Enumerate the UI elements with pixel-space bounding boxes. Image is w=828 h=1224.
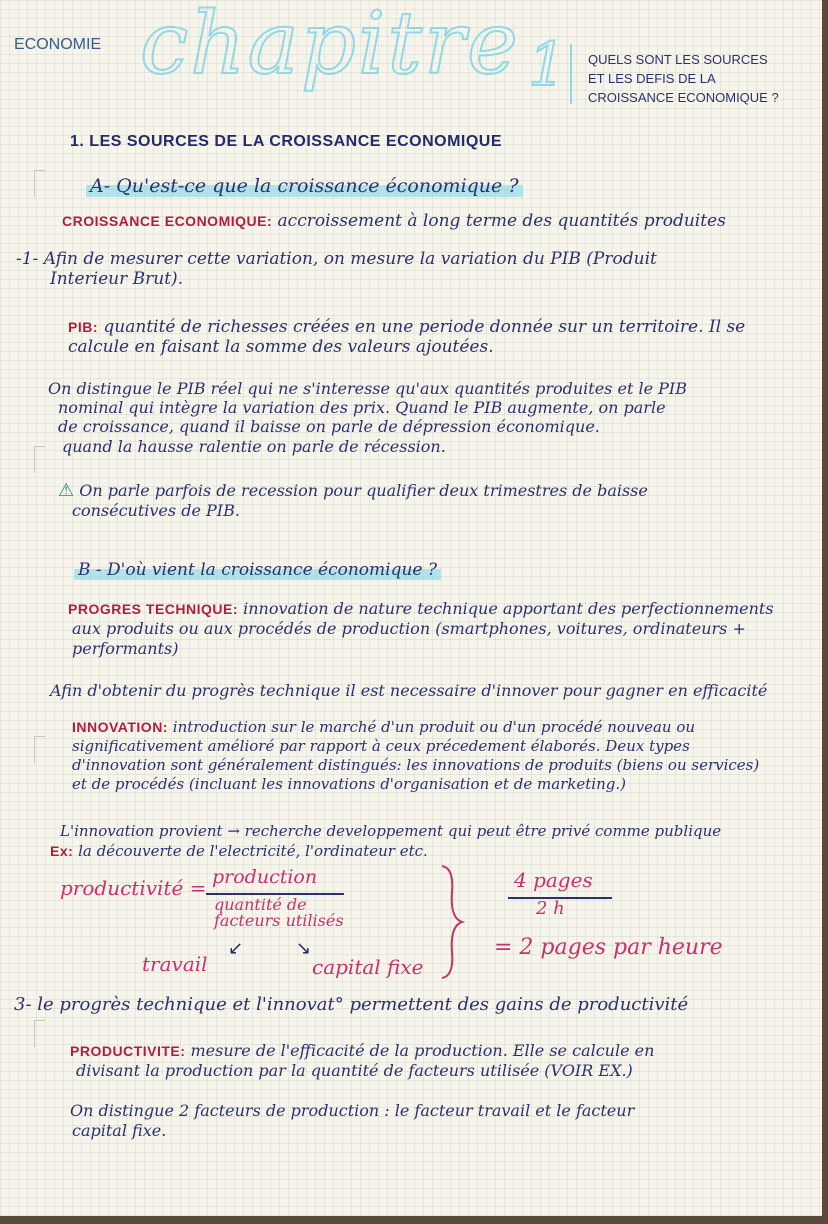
formula-left: productivité = xyxy=(60,876,207,900)
paragraph-line: significativement amélioré par rapport à ceux précedement élaborés. Deux types xyxy=(72,737,690,755)
definition-term: PRODUCTIVITE: xyxy=(70,1043,186,1059)
definition-term: INNOVATION: xyxy=(72,719,168,735)
paragraph-mesure xyxy=(16,250,657,268)
margin-mark xyxy=(34,736,45,763)
arrow-down-left-icon: ↙ xyxy=(228,938,244,959)
paragraph-line: calcule en faisant la somme des valeurs ajoutées. xyxy=(68,337,494,357)
paragraph-line: divisant la production par la quantité de facteurs utilisée (VOIR EX.) xyxy=(76,1061,633,1080)
definition-text: accroissement à long terme des quantités produites xyxy=(277,211,726,231)
paragraph-line: Afin d'obtenir du progrès technique il est necessaire d'innover pour gagner en efficacité xyxy=(50,681,768,700)
paragraph-line: d'innovation sont généralement distingués: les innovations de produits (biens ou services) xyxy=(72,756,760,774)
example-numerator: 4 pages xyxy=(514,868,593,892)
paragraph-line: aux produits ou aux procédés de production (smartphones, voitures, ordinateurs + xyxy=(72,619,746,638)
paragraph-line: le progrès technique et l'innovat° permettent des gains de productivité xyxy=(37,994,689,1015)
paragraph-line: capital fixe. xyxy=(72,1121,167,1140)
formula-denominator-line: facteurs utilisés xyxy=(214,911,344,930)
list-number: 3- xyxy=(14,994,32,1015)
part-b-title xyxy=(74,560,441,580)
factor-travail: travail xyxy=(142,952,208,976)
paragraph-line: On distingue 2 facteurs de production : le facteur travail et le facteur xyxy=(70,1101,635,1120)
paragraph-line: Interieur Brut). xyxy=(50,269,184,289)
example-denominator: 2 h xyxy=(536,898,565,919)
definition-text: mesure de l'efficacité de la production. Elle se calcule en xyxy=(190,1041,655,1060)
paragraph-line: de croissance, quand il baisse on parle de dépression économique. xyxy=(58,417,600,436)
warning-note xyxy=(58,482,648,500)
margin-mark xyxy=(34,1020,45,1047)
example-label: Ex: xyxy=(50,843,74,859)
formula-denominator-line: quantité de xyxy=(214,895,307,914)
formula-numerator: production xyxy=(212,866,318,888)
definition-term: PIB: xyxy=(68,319,98,335)
list-number: -1- xyxy=(16,249,39,269)
paragraph-line: Afin de mesurer cette variation, on mesure la variation du PIB (Produit xyxy=(43,249,657,269)
paragraph-line: performants) xyxy=(72,639,179,658)
formula-denominator xyxy=(214,897,344,929)
warning-text: On parle parfois de recession pour qualifier deux trimestres de baisse xyxy=(79,481,648,500)
factor-capital: capital fixe xyxy=(312,955,424,979)
example-line xyxy=(50,842,428,860)
chapter-divider xyxy=(570,44,572,104)
paragraph-line: quand la hausse ralentie on parle de récession. xyxy=(62,437,446,456)
subject-label: ECONOMIE xyxy=(14,36,102,53)
chapter-question-line: ET LES DEFIS DE LA xyxy=(588,71,716,86)
arrow-down-right-icon: ↘ xyxy=(296,938,312,959)
curly-brace xyxy=(436,862,466,982)
paragraph-line: et de procédés (incluant les innovations d'organisation et de marketing.) xyxy=(72,775,626,793)
definition-croissance xyxy=(62,212,726,230)
definition-progres-technique xyxy=(68,600,774,618)
section-1-title: 1. LES SOURCES DE LA CROISSANCE ECONOMIQUE xyxy=(70,133,503,150)
chapter-question-line: QUELS SONT LES SOURCES xyxy=(588,52,768,67)
definition-text: introduction sur le marché d'un produit ou d'un procédé nouveau ou xyxy=(172,718,696,736)
part-a-title xyxy=(86,175,523,197)
chapter-question xyxy=(588,50,779,107)
definition-term: PROGRES TECHNIQUE: xyxy=(68,601,239,617)
paragraph-line: consécutives de PIB. xyxy=(72,501,240,520)
paragraph-line: On distingue le PIB réel qui ne s'interesse qu'aux quantités produites et le PIB xyxy=(48,379,687,398)
definition-text: quantité de richesses créées en une periode donnée sur un territoire. Il se xyxy=(103,317,746,337)
example-result: = 2 pages par heure xyxy=(494,935,723,960)
chapter-title: chapitre xyxy=(140,0,520,94)
example-text: la découverte de l'electricité, l'ordinateur etc. xyxy=(78,842,428,860)
part-b-title-text: B - D'où vient la croissance économique ? xyxy=(74,560,441,580)
warning-icon: ⚠ xyxy=(58,480,75,501)
paragraph-line: nominal qui intègre la variation des prix. Quand le PIB augmente, on parle xyxy=(58,398,666,417)
definition-innovation xyxy=(72,718,695,736)
paragraph-gains xyxy=(14,996,688,1014)
chapter-question-line: CROISSANCE ECONOMIQUE ? xyxy=(588,90,779,105)
part-a-title-text: A- Qu'est-ce que la croissance économique ? xyxy=(86,175,523,197)
margin-mark xyxy=(34,446,45,473)
chapter-number: 1 xyxy=(528,30,567,100)
definition-pib xyxy=(68,318,745,336)
definition-text: innovation de nature technique apportant des perfectionnements xyxy=(243,599,774,618)
margin-mark xyxy=(34,170,45,197)
paragraph-line: L'innovation provient → recherche developpement qui peut être privé comme publique xyxy=(60,822,722,840)
definition-term: CROISSANCE ECONOMIQUE: xyxy=(62,213,273,229)
definition-productivite xyxy=(70,1042,654,1060)
